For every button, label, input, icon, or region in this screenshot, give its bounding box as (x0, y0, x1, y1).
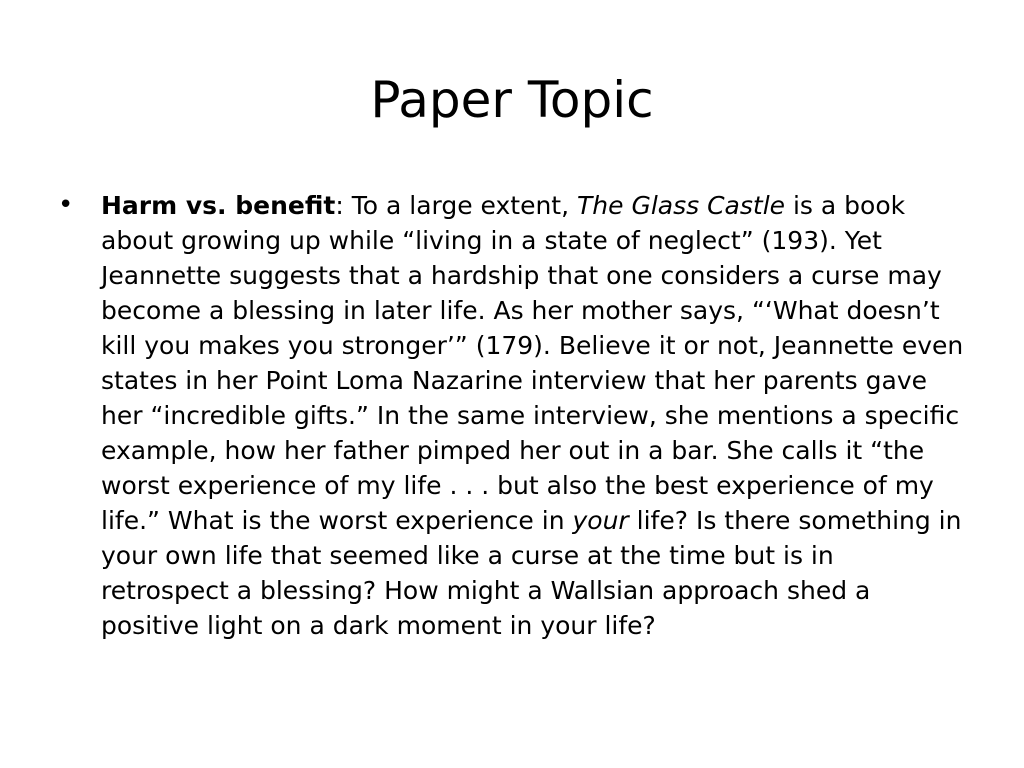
bullet-body-part-1: is a book about growing up while “living in a state of neglect” (193). Yet Jeannette suggests that a hardship that one considers a curse may become a blessing in later life. As her mother says, “‘What doesn’t kill you makes you stronger’” (179). Believe it or not, Jeannette even states in her Point Loma Nazarine interview that her parents gave her “incredible gifts.” In the same interview, she mentions a specific example, how her father pimped her out in a bar. She calls it “the worst experience of my life . . . but also the best experience of my life.” What is the worst experience in (101, 191, 964, 535)
bullet-item (58, 188, 968, 643)
slide-title: Paper Topic (370, 71, 654, 129)
bullet-lead-separator: : To a large extent, (335, 191, 578, 220)
bullet-lead: Harm vs. benefit (101, 191, 336, 220)
bullet-dot-icon: • (58, 190, 74, 220)
bullet-text (101, 188, 968, 643)
emphasis-word: your (572, 506, 629, 535)
book-title: The Glass Castle (577, 191, 786, 220)
bullet-body-part-2: life? Is there something in your own life that seemed like a curse at the time but is in retrospect a blessing? How might a Wallsian approach shed a positive light on a dark moment in your life? (101, 506, 962, 640)
